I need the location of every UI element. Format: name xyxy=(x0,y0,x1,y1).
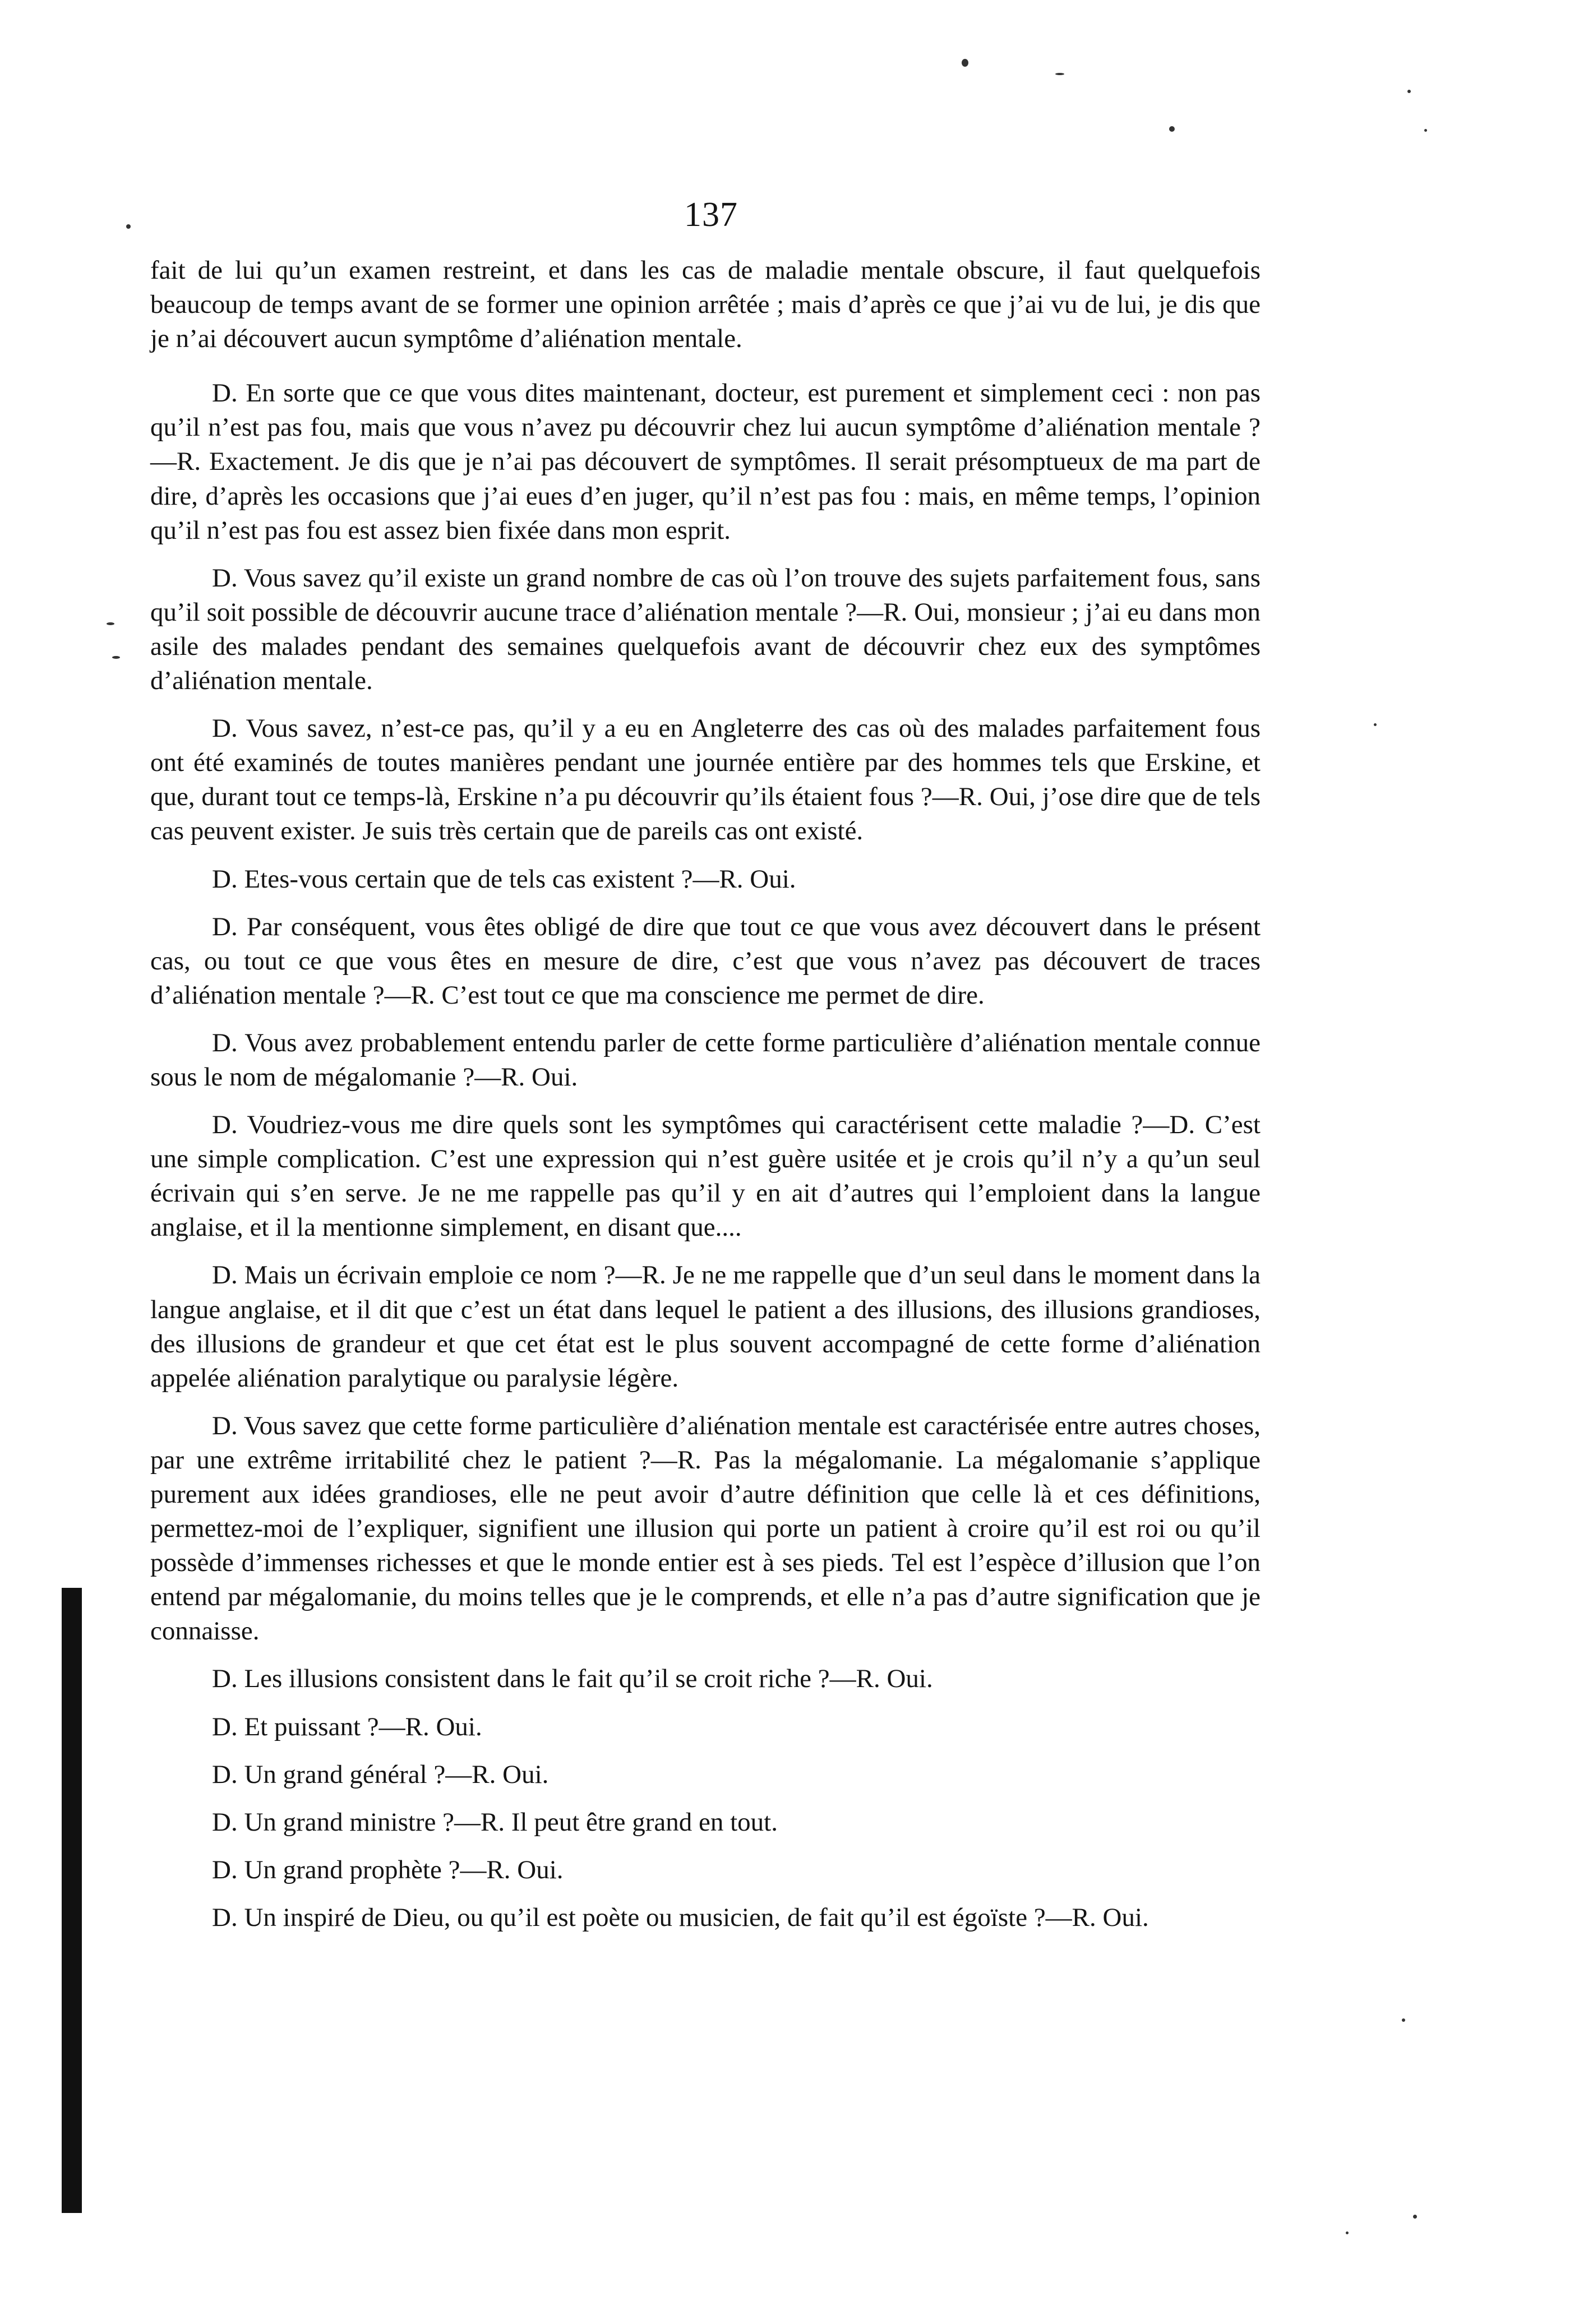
scan-speck xyxy=(1055,73,1064,75)
paragraph-question: D. Vous savez, n’est-ce pas, qu’il y a eu en Angleterre des cas où des malades parfaitement fous ont été examinés de toutes manières pendant une journée entière par des hommes tels que Erskine, et que, durant tout ce temps-là, Erskine n’a pu découvrir qu’ils étaient fous ?—R. Oui, j’ose dire que de tels cas peuvent exister. Je suis très certain que de pareils cas ont existé. xyxy=(150,714,1261,846)
paragraph-question: D. Par conséquent, vous êtes obligé de dire que tout ce que vous avez découvert dans le présent cas, ou tout ce que vous êtes en mesure de dire, c’est que vous n’avez pas découvert de traces d’aliénation mentale ?—R. C’est tout ce que ma conscience me permet de dire. xyxy=(150,912,1261,1010)
scan-speck xyxy=(1402,2018,1405,2022)
page-number: 137 xyxy=(684,196,738,234)
paragraph-question: D. Vous savez qu’il existe un grand nombre de cas où l’on trouve des sujets parfaitement fous, sans qu’il soit possible de découvrir aucune trace d’aliénation mentale ?—R. Oui, monsieur ; j’ai eu dans mon asile des malades pendant des semaines quelquefois avant de découvrir chez eux des symptômes d’aliénation mentale. xyxy=(150,563,1261,696)
document-body xyxy=(150,253,1261,1948)
paragraph-question: D. Vous avez probablement entendu parler de cette forme particulière d’aliénation mentale connue sous le nom de mégalomanie ?—R. Oui. xyxy=(150,1028,1261,1092)
binding-margin-bar xyxy=(62,1588,82,2213)
scan-speck xyxy=(1424,129,1427,132)
paragraph-question: D. Vous savez que cette forme particulière d’aliénation mentale est caractérisée entre autres choses, par une extrême irritabilité chez le patient ?—R. Pas la mégalomanie. La mégalomanie s’applique purement aux idées grandioses, elle ne peut avoir d’autre définition que celle là et ces définitions, permettez-moi de l’expliquer, signifient une illusion qui porte un patient à croire qu’il est roi ou qu’il possède d’immenses richesses et que le monde entier est à ses pieds. Tel est l’espèce d’illusion que l’on entend par mégalomanie, du moins telles que je le comprends, et elle n’a pas d’autre signification que je connaisse. xyxy=(150,1411,1261,1646)
scan-speck xyxy=(112,656,120,659)
paragraph-question: D. Les illusions consistent dans le fait qu’il se croit riche ?—R. Oui. xyxy=(212,1664,933,1694)
paragraph-continuation: fait de lui qu’un examen restreint, et dans les cas de maladie mentale obscure, il faut quelquefois beaucoup de temps avant de se former une opinion arrêtée ; mais d’après ce que j’ai vu de lui, je dis que je n’ai découvert aucun symptôme d’aliénation mentale. xyxy=(150,256,1261,354)
scan-speck xyxy=(1413,2215,1417,2219)
paragraph-question: D. Un grand général ?—R. Oui. xyxy=(212,1759,549,1789)
scan-speck xyxy=(1374,723,1377,726)
scan-speck xyxy=(1407,90,1411,93)
paragraph-question: D. Etes-vous certain que de tels cas existent ?—R. Oui. xyxy=(212,864,796,894)
paragraph-question: D. Mais un écrivain emploie ce nom ?—R. Je ne me rappelle que d’un seul dans le moment dans la langue anglaise, et il dit que c’est un état dans lequel le patient a des illusions, des illusions grandioses, des illusions de grandeur et que cet état est le plus souvent accompagné de cette forme d’aliénation appelée aliénation paralytique ou paralysie légère. xyxy=(150,1260,1261,1393)
scan-speck xyxy=(107,622,114,625)
paragraph-question: D. Et puissant ?—R. Oui. xyxy=(212,1712,482,1741)
scan-speck xyxy=(1169,126,1175,132)
paragraph-question: D. Voudriez-vous me dire quels sont les symptômes qui caractérisent cette maladie ?—D. C’est une simple complication. C’est une expression qui n’est guère usitée et je crois qu’il n’y a qu’un seul écrivain qui s’en serve. Je ne me rappelle pas qu’il y en ait d’autres qui l’emploient dans la langue anglaise, et il la mentionne simplement, en disant que.... xyxy=(150,1110,1261,1242)
paragraph-question: D. Un grand ministre ?—R. Il peut être grand en tout. xyxy=(212,1807,778,1837)
paragraph-question: D. En sorte que ce que vous dites maintenant, docteur, est purement et simplement ceci : non pas qu’il n’est pas fou, mais que vous n’avez pu découvrir chez lui aucun symptôme d’aliénation mentale ?—R. Exactement. Je dis que je n’ai pas découvert de symptômes. Il serait présomptueux de ma part de dire, d’après les occasions que j’ai eues d’en juger, qu’il n’est pas fou : mais, en même temps, l’opinion qu’il n’est pas fou est assez bien fixée dans mon esprit. xyxy=(150,378,1261,545)
paragraph-question: D. Un inspiré de Dieu, ou qu’il est poète ou musicien, de fait qu’il est égoïste ?—R. Oui. xyxy=(212,1902,1149,1932)
paragraph-question: D. Un grand prophète ?—R. Oui. xyxy=(212,1855,564,1884)
scan-speck xyxy=(1346,2231,1349,2234)
scan-speck xyxy=(126,224,131,229)
scan-speck xyxy=(962,59,968,67)
